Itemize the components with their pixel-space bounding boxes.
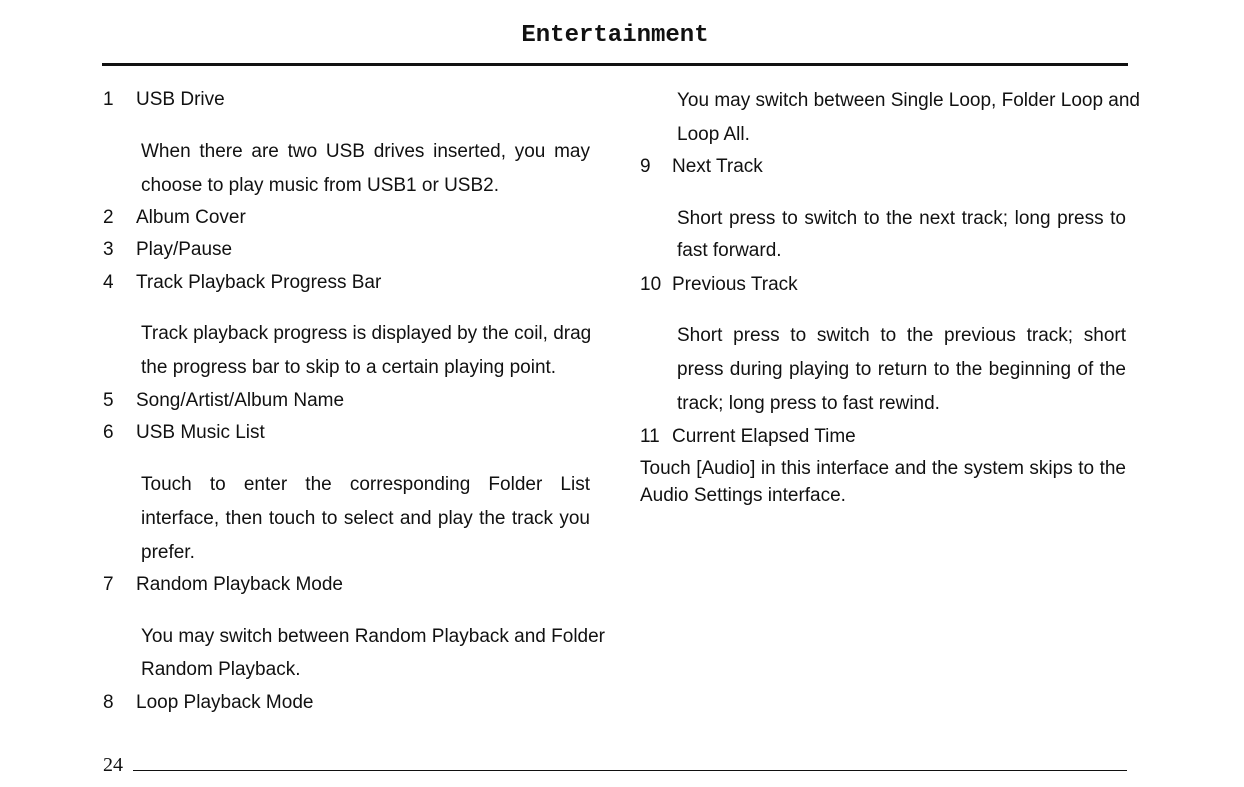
item-number: 3: [103, 239, 114, 260]
paragraph-line: choose to play music from USB1 or USB2.: [141, 175, 499, 196]
paragraph-line: Track playback progress is displayed by the coil, drag: [141, 323, 592, 344]
paragraph-line: Random Playback.: [141, 659, 301, 680]
item-number: 10: [640, 274, 662, 295]
item-heading: Random Playback Mode: [136, 574, 343, 595]
item-number: 11: [640, 426, 660, 447]
paragraph-line: prefer.: [141, 542, 195, 563]
item-heading: USB Drive: [136, 89, 225, 110]
footer-divider: [133, 770, 1127, 771]
paragraph-line: track; long press to fast rewind.: [677, 393, 940, 414]
item-number: 8: [103, 692, 114, 713]
paragraph-line: the progress bar to skip to a certain playing point.: [141, 357, 557, 378]
paragraph-line: press during playing to return to the beginning of the: [677, 359, 1126, 380]
paragraph-line: Touch to enter the corresponding Folder List: [141, 474, 590, 495]
paragraph-line: Short press to switch to the previous track; short: [677, 325, 1126, 346]
item-heading: Next Track: [672, 156, 763, 177]
paragraph-line: You may switch between Single Loop, Folder Loop and: [677, 90, 1140, 111]
item-number: 6: [103, 422, 114, 443]
item-heading: Current Elapsed Time: [672, 426, 856, 447]
item-heading: USB Music List: [136, 422, 265, 443]
header-divider: [102, 63, 1128, 66]
item-heading: Previous Track: [672, 274, 798, 295]
paragraph-line: Loop All.: [677, 124, 750, 145]
paragraph-line: fast forward.: [677, 240, 782, 261]
item-number: 4: [103, 272, 114, 293]
item-number: 7: [103, 574, 114, 595]
item-heading: Play/Pause: [136, 239, 233, 260]
paragraph-line: You may switch between Random Playback and Folder: [141, 626, 605, 647]
item-heading: Song/Artist/Album Name: [136, 390, 345, 411]
note-line: Touch [Audio] in this interface and the system skips to the: [640, 458, 1126, 479]
paragraph-line: When there are two USB drives inserted, you may: [141, 141, 590, 162]
note-line: Audio Settings interface.: [640, 485, 846, 506]
paragraph-line: Short press to switch to the next track; long press to: [677, 208, 1126, 229]
item-number: 1: [103, 89, 114, 110]
item-heading: Loop Playback Mode: [136, 692, 314, 713]
item-number: 2: [103, 207, 114, 228]
page-title: Entertainment: [521, 22, 709, 49]
item-number: 5: [103, 390, 114, 411]
item-heading: Track Playback Progress Bar: [136, 272, 382, 293]
page-number: 24: [103, 754, 123, 776]
item-number: 9: [640, 156, 651, 177]
item-heading: Album Cover: [136, 207, 246, 228]
paragraph-line: interface, then touch to select and play the track you: [141, 508, 590, 529]
